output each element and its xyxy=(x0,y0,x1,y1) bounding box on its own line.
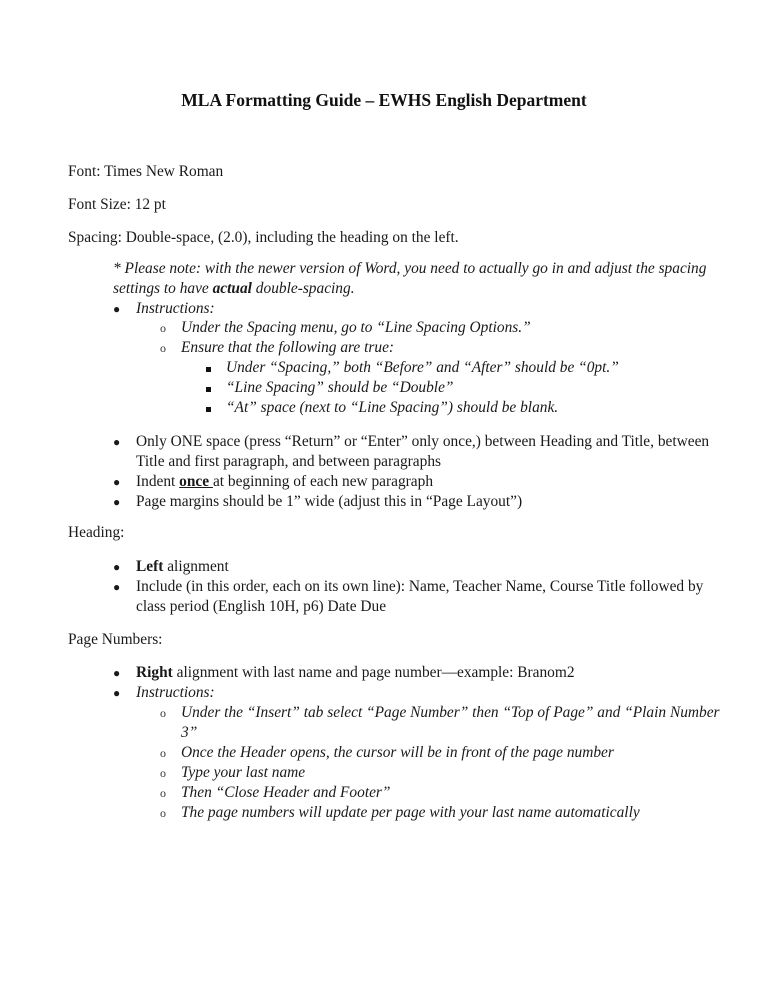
spacing-check: Under “Spacing,” both “Before” and “After” should be “0pt.” xyxy=(226,359,619,376)
indent-text: at beginning of each new paragraph xyxy=(212,473,434,490)
include-line-1: Include (in this order, each on its own line): Name, Teacher Name, Course Title followed by xyxy=(136,578,704,595)
indent-emphasis: once xyxy=(179,473,213,490)
margins-line: Page margins should be 1” wide (adjust this in “Page Layout”) xyxy=(136,493,523,510)
bullet-icon: ● xyxy=(113,686,121,700)
page-number-step: Once the Header opens, the cursor will be in front of the page number xyxy=(181,744,614,761)
spacing-check: “At” space (next to “Line Spacing”) should be blank. xyxy=(226,399,559,416)
right-emphasis: Right xyxy=(136,664,173,681)
heading-section-label: Heading: xyxy=(68,524,125,541)
spacing-step: Under the Spacing menu, go to “Line Spacing Options.” xyxy=(181,319,531,336)
indent-text: Indent xyxy=(136,473,180,490)
indent-line xyxy=(136,472,433,492)
include-line-2: class period (English 10H, p6) Date Due xyxy=(136,598,387,615)
bullet-icon: ● xyxy=(113,560,121,574)
page-numbers-section-label: Page Numbers: xyxy=(68,631,163,648)
bullet-icon: ● xyxy=(113,302,121,316)
left-text: alignment xyxy=(163,558,229,575)
circle-bullet-icon: o xyxy=(160,706,166,720)
note-text: settings to have xyxy=(113,280,213,297)
bullet-icon: ● xyxy=(113,666,121,680)
page-number-step-continued: 3” xyxy=(181,724,198,741)
one-space-line-2: Title and first paragraph, and between paragraphs xyxy=(136,453,442,470)
page-number-step: Then “Close Header and Footer” xyxy=(181,784,391,801)
font-size-line: Font Size: 12 pt xyxy=(68,196,166,213)
bullet-icon: ● xyxy=(113,475,121,489)
left-emphasis: Left xyxy=(136,558,164,575)
right-text: alignment with last name and page number—example: Branom2 xyxy=(172,664,575,681)
note-line-2 xyxy=(113,279,355,299)
square-bullet-icon xyxy=(206,358,211,378)
page-number-step: Under the “Insert” tab select “Page Number” then “Top of Page” and “Plain Number xyxy=(181,704,720,721)
spacing-step: Ensure that the following are true: xyxy=(181,339,395,356)
bullet-icon: ● xyxy=(113,435,121,449)
note-emphasis: actual xyxy=(212,280,252,297)
right-alignment-line xyxy=(136,663,575,683)
circle-bullet-icon: o xyxy=(160,341,166,355)
note-text: double-spacing. xyxy=(251,280,355,297)
square-bullet-icon xyxy=(206,398,211,418)
page-number-step: The page numbers will update per page with your last name automatically xyxy=(181,804,640,821)
left-alignment-line xyxy=(136,557,229,577)
page-number-instructions-label: Instructions: xyxy=(136,684,215,701)
one-space-line-1: Only ONE space (press “Return” or “Enter” only once,) between Heading and Title, between xyxy=(136,433,710,450)
square-bullet-icon xyxy=(206,378,211,398)
document-title: MLA Formatting Guide – EWHS English Department xyxy=(181,90,587,110)
note-line-1: * Please note: with the newer version of Word, you need to actually go in and adjust the spacing xyxy=(113,260,707,277)
instructions-label: Instructions: xyxy=(136,300,215,317)
circle-bullet-icon: o xyxy=(160,321,166,335)
circle-bullet-icon: o xyxy=(160,746,166,760)
spacing-line: Spacing: Double-space, (2.0), including the heading on the left. xyxy=(68,229,459,246)
spacing-check: “Line Spacing” should be “Double” xyxy=(226,379,454,396)
circle-bullet-icon: o xyxy=(160,806,166,820)
font-line: Font: Times New Roman xyxy=(68,163,224,180)
circle-bullet-icon: o xyxy=(160,786,166,800)
bullet-icon: ● xyxy=(113,495,121,509)
circle-bullet-icon: o xyxy=(160,766,166,780)
page-number-step: Type your last name xyxy=(181,764,306,781)
bullet-icon: ● xyxy=(113,580,121,594)
